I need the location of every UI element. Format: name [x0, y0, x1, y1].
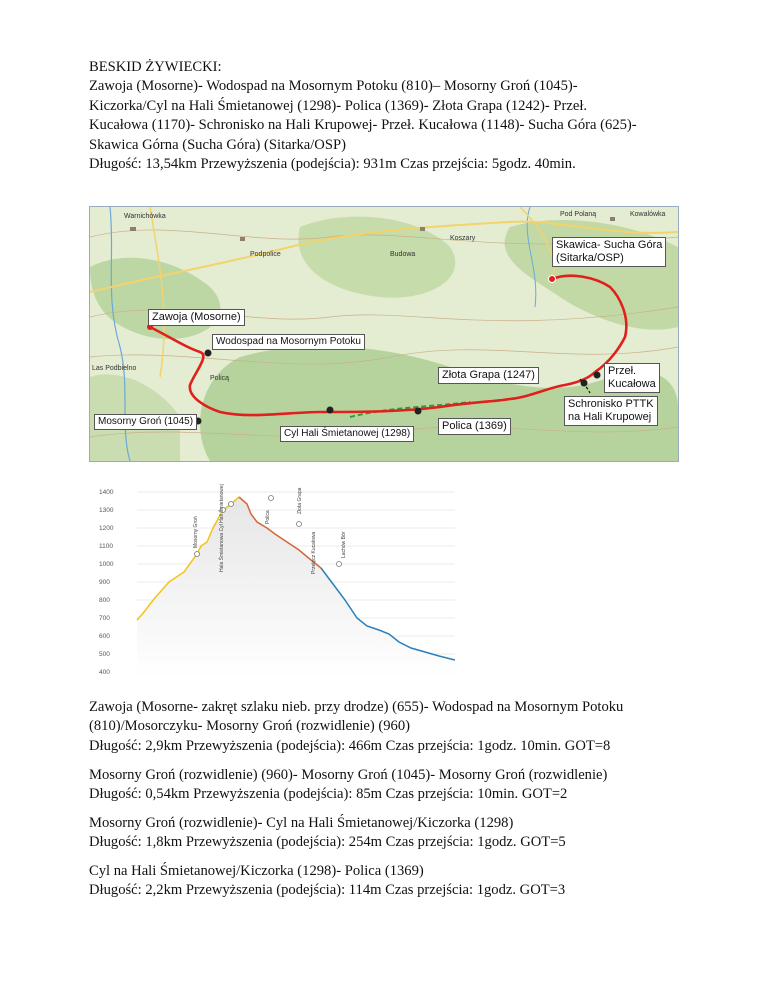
map-label-schronisko: [564, 396, 658, 426]
map-label-zlota-grapa: Złota Grapa (1247): [438, 367, 539, 384]
peak-label: Złota Grapa: [297, 487, 303, 514]
map-label-przelecz-kucalowa: [604, 363, 660, 393]
y-tick-label: 1100: [99, 543, 113, 550]
route-line: Kucałowa (1170)- Schronisko na Hali Krupowej- Przeł. Kucałowa (1148)- Sucha Góra (625)-: [89, 117, 637, 134]
y-tick-label: 400: [99, 669, 110, 676]
section-stats: Długość: 2,9km Przewyższenia (podejścia): 466m Czas przejścia: 1godz. 10min. GOT=8: [89, 737, 611, 754]
y-tick-label: 500: [99, 651, 110, 658]
peak-label: Przełęcz Kucałowa: [311, 531, 317, 574]
profile-point: [297, 522, 302, 527]
label-line: na Hali Krupowej: [568, 411, 652, 423]
peak-label: Hala Śmietanowa Cyl Hali Śmietanowej: [219, 484, 225, 572]
map-town-label: Las Podbielno: [92, 365, 137, 372]
y-tick-label: 700: [99, 615, 110, 622]
map-label-wodospad: Wodospad na Mosornym Potoku: [212, 334, 365, 350]
section-line: Cyl na Hali Śmietanowej/Kiczorka (1298)- Polica (1369): [89, 863, 424, 879]
section-paragraph: [89, 698, 689, 756]
section-stats: Długość: 1,8km Przewyższenia (podejścia): 254m Czas przejścia: 1godz. GOT=5: [89, 834, 566, 851]
elevation-profile: [89, 484, 455, 678]
route-summary: Długość: 13,54km Przewyższenia (podejścia): 931m Czas przejścia: 5godz. 40min.: [89, 156, 576, 173]
section-line: (810)/Mosorczyku- Mosorny Groń (rozwidlenie) (960): [89, 718, 410, 735]
route-line: Kiczorka/Cyl na Hali Śmietanowej (1298)- Polica (1369)- Złota Grapa (1242)- Przeł.: [89, 97, 588, 114]
map-label-zawoja: Zawoja (Mosorne): [148, 309, 245, 326]
map-town-label: Policą: [210, 375, 230, 382]
label-line: Skawica- Sucha Góra: [556, 239, 663, 251]
map-town-label: Warnichówka: [124, 213, 166, 220]
route-map: [89, 206, 679, 462]
label-line: Kucałowa: [608, 378, 656, 390]
section-line: Mosorny Groń (rozwidlenie)- Cyl na Hali Śmietanowej/Kiczorka (1298): [89, 815, 514, 831]
map-label-skawica: [552, 237, 666, 267]
y-tick-label: 1400: [99, 489, 114, 496]
map-town-label: Kowalówka: [630, 211, 666, 218]
map-town-label: Koszary: [450, 235, 476, 242]
map-town-label: Podpolice: [250, 251, 281, 258]
y-tick-label: 800: [99, 597, 110, 604]
label-line: Przeł.: [608, 365, 637, 377]
route-line: Zawoja (Mosorne)- Wodospad na Mosornym Potoku (810)– Mosorny Groń (1045)-: [89, 78, 578, 95]
label-line: Schronisko PTTK: [568, 398, 654, 410]
section-stats: Długość: 0,54km Przewyższenia (podejścia): 85m Czas przejścia: 10min. GOT=2: [89, 786, 568, 803]
peak-label: Lachów Bór: [341, 531, 347, 558]
section-stats: Długość: 2,2km Przewyższenia (podejścia): 114m Czas przejścia: 1godz. GOT=3: [89, 882, 566, 899]
label-line: (Sitarka/OSP): [556, 252, 624, 264]
y-tick-label: 1000: [99, 561, 114, 568]
profile-area: [137, 497, 455, 678]
region-title: BESKID ŻYWIECKI:: [89, 59, 222, 75]
route-line: Skawica Górna (Sucha Góra) (Sitarka/OSP): [89, 136, 346, 153]
profile-point: [269, 496, 274, 501]
section-line: Mosorny Groń (rozwidlenie) (960)- Mosorny Groń (1045)- Mosorny Groń (rozwidlenie): [89, 767, 608, 783]
peak-label: Mosorny Groń: [193, 516, 199, 548]
profile-point: [337, 562, 342, 567]
profile-point: [195, 552, 200, 557]
section-paragraph: [89, 862, 689, 901]
map-label-mosorny-gron: Mosorny Groń (1045): [94, 414, 197, 430]
peak-label: Polica: [265, 510, 271, 524]
map-label-polica: Polica (1369): [438, 418, 511, 435]
y-tick-label: 1200: [99, 525, 114, 532]
y-tick-label: 900: [99, 579, 110, 586]
section-paragraph: [89, 814, 689, 853]
map-label-cyl: Cyl Hali Śmietanowej (1298): [280, 426, 414, 442]
section-paragraph: [89, 766, 689, 805]
map-town-label: Budowa: [390, 251, 416, 258]
intro-paragraph: [89, 58, 689, 174]
y-tick-label: 1300: [99, 507, 114, 514]
map-town-label: Pod Polaną: [560, 211, 597, 218]
y-tick-label: 600: [99, 633, 110, 640]
profile-point: [229, 502, 234, 507]
section-line: Zawoja (Mosorne- zakręt szlaku nieb. przy drodze) (655)- Wodospad na Mosornym Potoku: [89, 699, 624, 715]
